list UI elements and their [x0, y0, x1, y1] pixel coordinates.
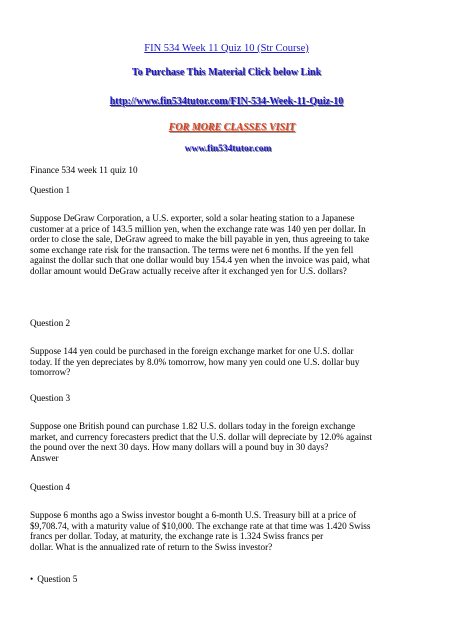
document-title-link[interactable]: FIN 534 Week 11 Quiz 10 (Str Course) [144, 43, 309, 54]
question-text [30, 346, 422, 378]
question-label: Question 2 [30, 318, 71, 328]
document-subtitle: Finance 534 week 11 quiz 10 [30, 165, 138, 175]
question-label: Question 1 [30, 185, 71, 195]
question-line: Suppose 6 months ago a Swiss investor bought a 6-month U.S. Treasury bill at a price of [30, 510, 357, 520]
question-line: Suppose DeGraw Corporation, a U.S. exporter, sold a solar heating station to a Japanese [30, 213, 355, 223]
question-list-item [30, 574, 422, 585]
question-line: today. If the yen depreciates by 8.0% tomorrow, how many yen could one U.S. dollar buy [30, 356, 360, 367]
question-line: Suppose one British pound can purchase 1.82 U.S. dollars today in the foreign exchange [30, 421, 356, 431]
question-line: customer at a price of 143.5 million yen, when the exchange rate was 140 yen per dollar. In [30, 223, 366, 234]
question-line: Suppose 144 yen could be purchased in the foreign exchange market for one U.S. dollar [30, 346, 354, 356]
question-line: dollar amount would DeGraw actually receive after it exchanged yen for U.S. dollars? [30, 265, 347, 276]
question-label: Question 5 [37, 574, 78, 584]
question-line: francs per dollar. Today, at maturity, the exchange rate is 1.324 Swiss francs per [30, 531, 324, 542]
purchase-url-link[interactable]: http://www.fin534tutor.com/FIN-534-Week-11-Quiz-10 [109, 96, 344, 107]
question-line: $9,708.74, with a maturity value of $10,000. The exchange rate at that time was 1.420 Swiss [30, 520, 371, 531]
question-text [30, 510, 422, 552]
question-text [30, 213, 422, 277]
bullet-icon: • [30, 574, 34, 584]
question-line: against the dollar such that one dollar would buy 154.4 yen when the invoice was paid, what [30, 255, 370, 266]
question-line: market, and currency forecasters predict that the U.S. dollar will depreciate by 12.0% against [30, 431, 373, 442]
question-label: Question 4 [30, 482, 71, 492]
purchase-heading: To Purchase This Material Click below Link [131, 67, 322, 78]
question-line: order to close the sale, DeGraw agreed to make the bill payable in yen, thus agreeing to take [30, 234, 370, 245]
more-classes-heading[interactable]: FOR MORE CLASSES VISIT [168, 122, 296, 133]
site-url-link[interactable]: www.fin534tutor.com [184, 144, 272, 154]
question-label: Question 3 [30, 393, 71, 403]
question-line: some exchange rate risk for the transaction. The terms were net 6 months. If the yen fell [30, 244, 354, 255]
question-line: dollar. What is the annualized rate of return to the Swiss investor? [30, 541, 273, 552]
answer-label: Answer [30, 452, 59, 463]
question-line: the pound over the next 30 days. How many dollars will a pound buy in 30 days? [30, 442, 329, 453]
question-line: tomorrow? [30, 367, 71, 378]
question-text [30, 421, 422, 463]
